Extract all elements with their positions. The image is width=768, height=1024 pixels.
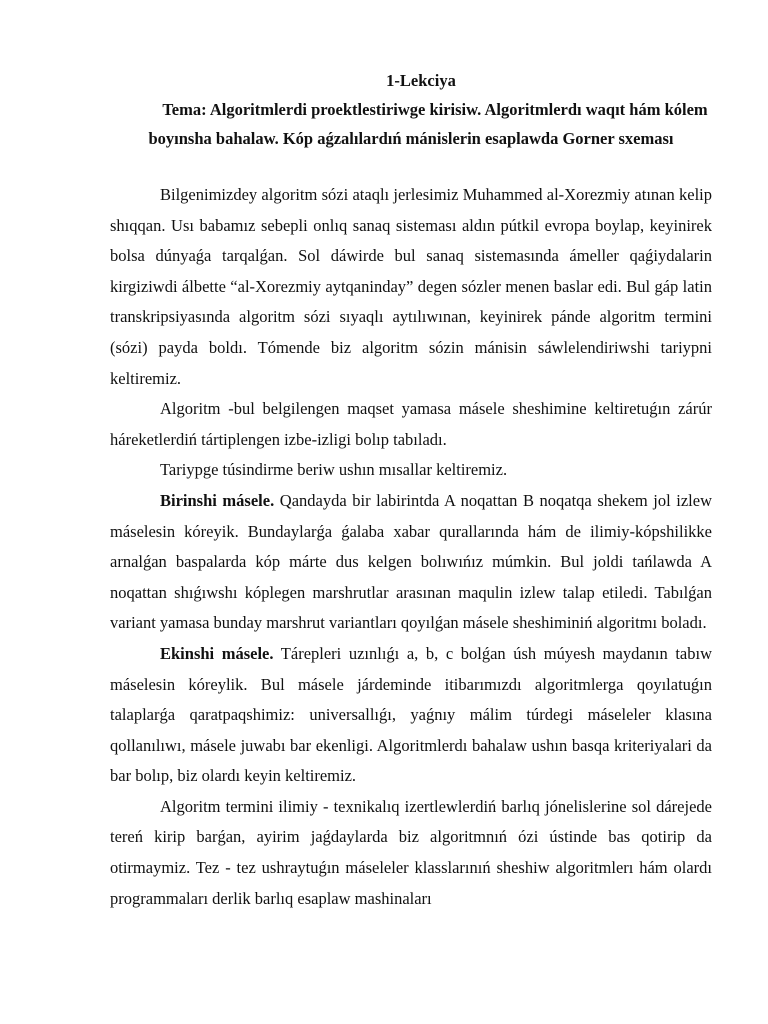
document-body bbox=[110, 180, 712, 914]
heading-spacer bbox=[110, 153, 712, 180]
topic-title: Tema: Algoritmlerdi proektlestiriwge kirisiw. Algoritmlerdı waqıt hám kólem boyınsha bahalaw. Kóp aǵzalılardıń mánislerin esaplawda Gorner sxeması bbox=[148, 100, 708, 148]
paragraph-text: Tariypge túsindirme beriw ushın mısallar keltiremiz. bbox=[160, 460, 508, 480]
paragraph-examples-intro bbox=[110, 455, 712, 486]
paragraph-text: Algoritm termini ilimiy - texnikalıq izertlewlerdiń barlıq jónelislerine sol dárejede tereń kirip barǵan, ayirim jaǵdaylarda biz algoritmnıń ózi ústinde bas qotirip da otirmaymiz. Tez - tez ushraytuǵın máseleler klasslarınıń sheshiw algoritmlerı hám olardı programmaları derlik barlıq esaplaw mashinaları bbox=[110, 796, 712, 908]
paragraph-text: Bilgenimizdey algoritm sózi ataqlı jerlesimiz Muhammed al-Xorezmiy atınan kelip shıqqan. Usı babamız sebepli onlıq sanaq sisteması aldın pútkil evropa boylap, keyinirek bolsa dúnyaǵa tarqalǵan. Sol dáwirde bul sanaq sistemasında ámeller qaǵiydalarin kirgiziwdi álbette “al-Xorezmiy aytqaninday” degen sózler menen baslar edi. Bul gáp latin transkripsiyasında algoritm sózi sıyaqlı aytılıwınan, keyinirek pánde algoritm termini (sózi) payda boldı. Tómende biz algoritm sózin mánisin sáwlelendiriwshi tariypni keltiremiz. bbox=[110, 185, 712, 388]
paragraph-text: Tárepleri uzınlıǵı a, b, c bolǵan úsh múyesh maydanın tabıw máselesin kóreylik. Bul másele járdeminde itibarımızdı algoritmlerga qoyılatuǵın talaplarǵa qaratpaqshimiz: universallıǵı, yaǵnıy málim túrdegi máseleler klasına qollanılıwı, másele juwabı bar ekenligi. Algoritmlerdı bahalaw ushın basqa kriteriyalari da bar bolıp, biz olardı keyin keltiremiz. bbox=[110, 643, 712, 786]
lecture-title: 1-Lekciya bbox=[386, 71, 456, 90]
paragraph-lead: Ekinshi másele. bbox=[160, 643, 274, 663]
paragraph-second-problem bbox=[110, 639, 712, 792]
paragraph-algorithm-term bbox=[110, 792, 712, 914]
paragraph-intro bbox=[110, 180, 712, 394]
paragraph-definition bbox=[110, 394, 712, 455]
paragraph-text: Algoritm -bul belgilengen maqset yamasa másele sheshimine keltiretuǵın zárúr háreketlerdiń tártiplengen izbe-izligi bolıp tabıladı. bbox=[110, 399, 712, 449]
paragraph-first-problem bbox=[110, 486, 712, 639]
paragraph-lead: Birinshi másele. bbox=[160, 490, 275, 510]
document-page bbox=[110, 66, 712, 914]
paragraph-text: Qandayda bir labirintda A noqattan B noqatqa shekem jol izlew máselesin kóreyik. Bundaylarǵa ǵalaba xabar qurallarında hám de ilimiy-kópshilikke arnalǵan baspalarda kóp márte dus kelgen bolıwıńız múmkin. Bul joldi tańlawda A noqattan shıǵıwshı kóplegen marshrutlar arasınan maqulin izlew talap etiledi. Tabılǵan variant yamasa bunday marshrut variantları qoyılǵan másele sheshiminiń algoritmı boladı. bbox=[110, 490, 712, 633]
document-heading bbox=[110, 66, 712, 153]
